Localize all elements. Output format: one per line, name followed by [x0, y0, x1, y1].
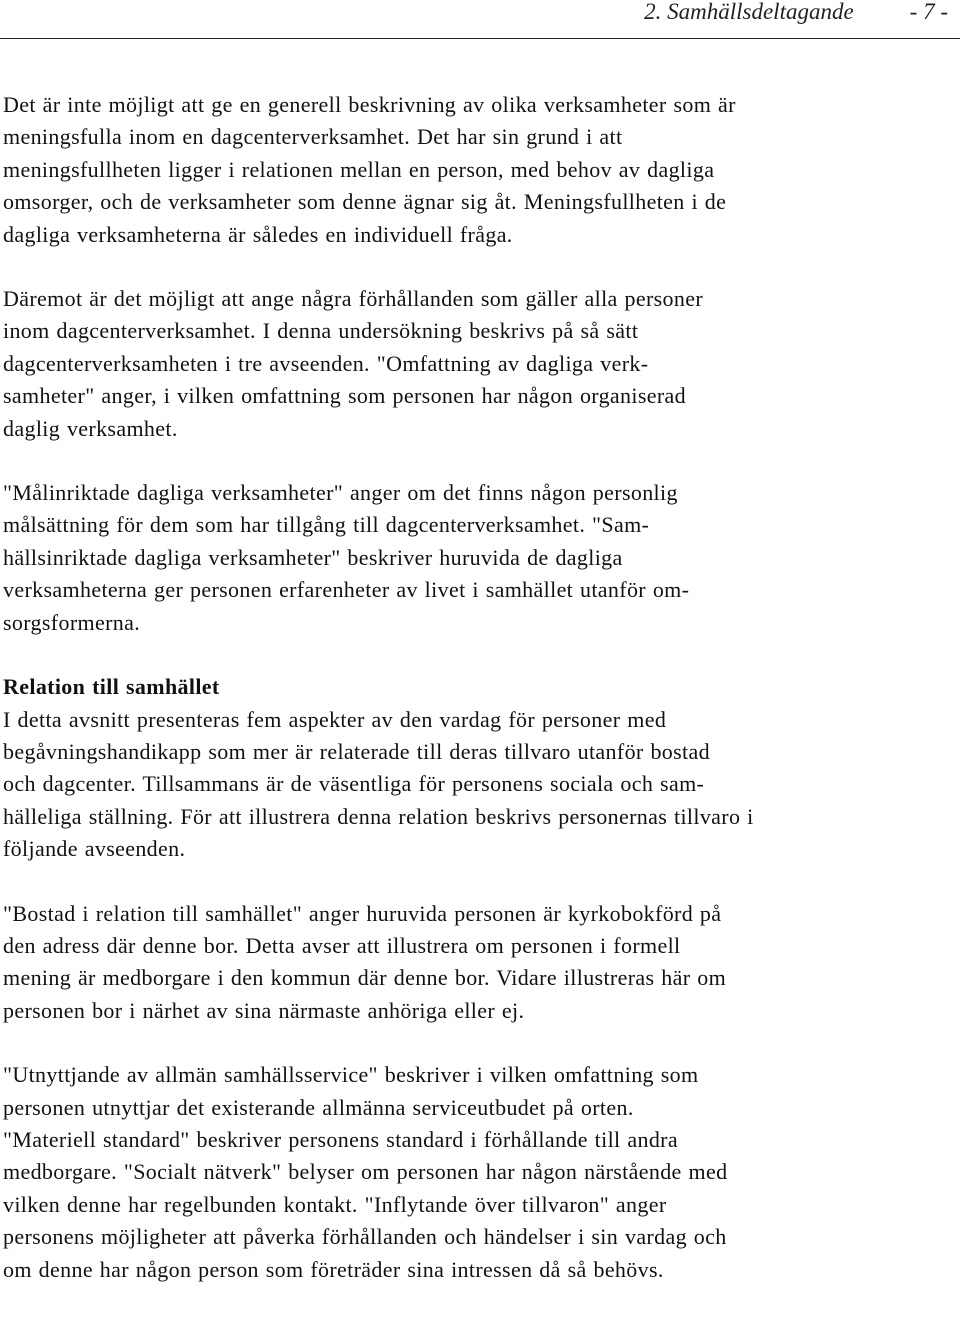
- text-line: hälleliga ställning. För att illustrera denna relation beskrivs personernas tillvaro i: [3, 803, 754, 829]
- text-line: meningsfullheten ligger i relationen mellan en person, med behov av dagliga: [3, 156, 715, 182]
- paragraph-housing: [3, 898, 955, 1028]
- text-line: dagcenterverksamheten i tre avseenden. "Omfattning av dagliga verk-: [3, 350, 649, 376]
- text-line: om denne har någon person som företräder sina intressen då så behövs.: [3, 1256, 664, 1282]
- text-line: "Utnyttjande av allmän samhällsservice" beskriver i vilken omfattning som: [3, 1062, 699, 1088]
- text-line: hällsinriktade dagliga verksamheter" beskriver huruvida de dagliga: [3, 544, 623, 570]
- text-line: daglig verksamhet.: [3, 415, 178, 441]
- text-line: mening är medborgare i den kommun där denne bor. Vidare illustreras här om: [3, 965, 727, 991]
- paragraph-goal-oriented-activities: [3, 477, 955, 639]
- text-line: meningsfulla inom en dagcenterverksamhet. Det har sin grund i att: [3, 124, 623, 150]
- text-line: och dagcenter. Tillsammans är de väsentliga för personens sociala och sam-: [3, 771, 705, 797]
- section-relation-to-society: [3, 671, 955, 865]
- text-line: I detta avsnitt presenteras fem aspekter av den vardag för personer med: [3, 706, 667, 732]
- text-line: Det är inte möjligt att ge en generell beskrivning av olika verksamheter som är: [3, 92, 736, 117]
- header-rule: [0, 38, 960, 39]
- text-line: följande avseenden.: [3, 836, 186, 862]
- text-line: "Materiell standard" beskriver personens standard i förhållande till andra: [3, 1126, 678, 1152]
- text-line: den adress där denne bor. Detta avser att illustrera om personen i formell: [3, 932, 681, 958]
- text-line: personen bor i närhet av sina närmaste anhöriga eller ej.: [3, 997, 525, 1023]
- text-line: sorgsformerna.: [3, 609, 141, 635]
- text-line: vilken denne har regelbunden kontakt. "Inflytande över tillvaron" anger: [3, 1191, 667, 1217]
- paragraph-public-services: [3, 1059, 955, 1286]
- text-line: omsorger, och de verksamheter som denne ägnar sig åt. Meningsfullheten i de: [3, 189, 727, 215]
- text-line: personen utnyttjar det existerande allmänna serviceutbudet på orten.: [3, 1094, 634, 1120]
- text-line: begåvningshandikapp som mer är relaterade till deras tillvaro utanför bostad: [3, 738, 710, 764]
- text-line: personens möjligheter att påverka förhållanden och händelser i sin vardag och: [3, 1224, 727, 1250]
- text-line: dagliga verksamheterna är således en individuell fråga.: [3, 221, 513, 247]
- text-line: samheter" anger, i vilken omfattning som personen har någon organiserad: [3, 383, 687, 409]
- paragraph-day-center-aspects: [3, 283, 955, 445]
- section-heading: Relation till samhället: [3, 674, 220, 700]
- running-header: [644, 0, 948, 28]
- page-number: - 7 -: [909, 0, 948, 24]
- paragraph-meaningful-activities: [3, 89, 955, 251]
- text-line: "Bostad i relation till samhället" anger huruvida personen är kyrkobokförd på: [3, 900, 722, 926]
- text-line: "Målinriktade dagliga verksamheter" anger om det finns någon personlig: [3, 480, 678, 506]
- document-body: [3, 89, 955, 1318]
- text-line: inom dagcenterverksamhet. I denna undersökning beskrivs på så sätt: [3, 318, 639, 344]
- text-line: Däremot är det möjligt att ange några förhållanden som gäller alla personer: [3, 286, 704, 312]
- text-line: verksamheterna ger personen erfarenheter av livet i samhället utanför om-: [3, 577, 690, 603]
- text-line: medborgare. "Socialt nätverk" belyser om personen har någon närstående med: [3, 1159, 728, 1185]
- text-line: målsättning för dem som har tillgång till dagcenterverksamhet. "Sam-: [3, 512, 650, 538]
- section-title: 2. Samhällsdeltagande: [644, 0, 854, 24]
